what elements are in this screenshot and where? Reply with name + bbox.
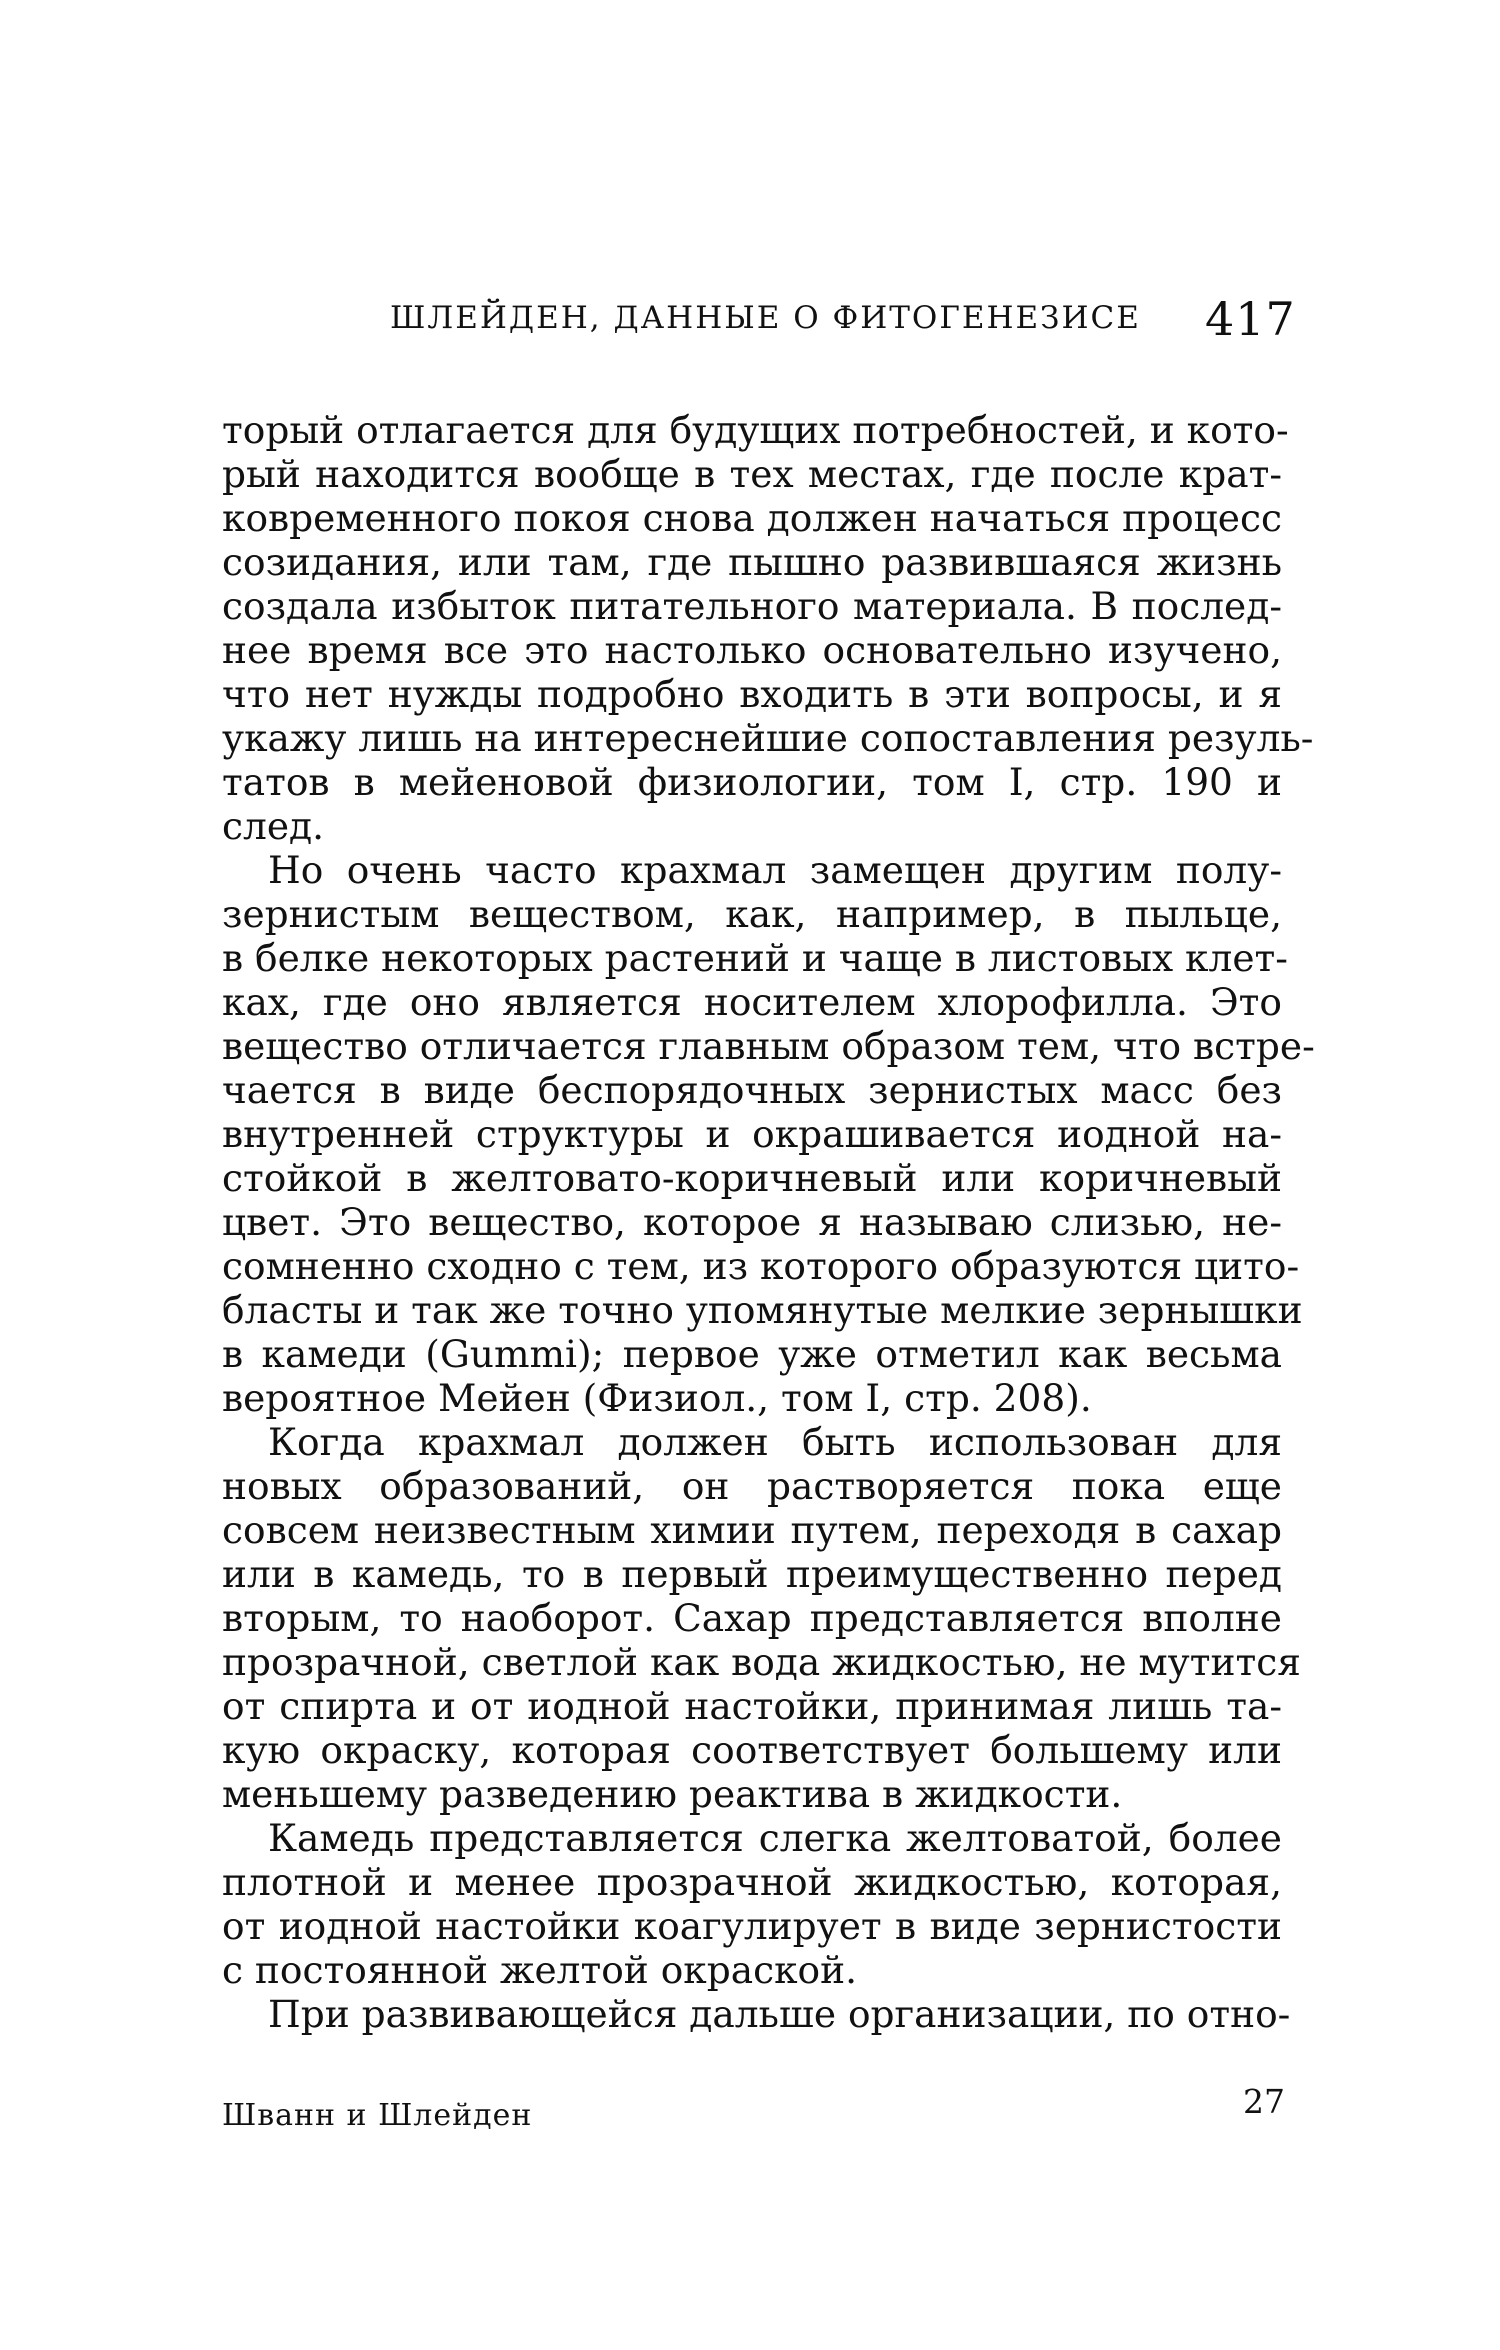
paragraph-2 — [222, 848, 1315, 1420]
text-line: нее время все это настолько основательно изучено, — [222, 628, 1282, 672]
sheet-number: 27 — [1243, 2082, 1285, 2121]
running-title: ШЛЕЙДЕН, ДАННЫЕ О ФИТОГЕНЕЗИСЕ — [390, 300, 1141, 336]
text-line: след. — [222, 804, 325, 848]
text-line: Когда крахмал должен быть использован для — [268, 1420, 1282, 1464]
text-line: совсем неизвестным химии путем, переходя в сахар — [222, 1508, 1282, 1552]
text-line: Но очень часто крахмал замещен другим полу- — [268, 848, 1282, 892]
text-line: или в камедь, то в первый преимущественно перед — [222, 1552, 1282, 1596]
paragraph-4 — [222, 1816, 1282, 1992]
text-line: с постоянной желтой окраской. — [222, 1948, 858, 1992]
text-line: созидания, или там, где пышно развившаяся жизнь — [222, 540, 1282, 584]
body-text — [222, 408, 1315, 2036]
text-line: татов в мейеновой физиологии, том I, стр. 190 и — [222, 760, 1282, 804]
text-line: в камеди (Gummi); первое уже отметил как весьма — [222, 1332, 1282, 1376]
text-line: торый отлагается для будущих потребностей, и кото- — [222, 408, 1289, 452]
text-line: создала избыток питательного материала. В послед- — [222, 584, 1282, 628]
text-line: плотной и менее прозрачной жидкостью, которая, — [222, 1860, 1282, 1904]
text-line: ковременного покоя снова должен начаться процесс — [222, 496, 1282, 540]
text-line: укажу лишь на интереснейшие сопоставления резуль- — [222, 716, 1314, 760]
text-line: Камедь представляется слегка желтоватой, более — [268, 1816, 1282, 1860]
text-line: от спирта и от иодной настойки, принимая лишь та- — [222, 1684, 1282, 1728]
text-line: бласты и так же точно упомянутые мелкие зернышки — [222, 1288, 1303, 1332]
text-line: вторым, то наоборот. Сахар представляется вполне — [222, 1596, 1282, 1640]
text-line: ках, где оно является носителем хлорофилла. Это — [222, 980, 1282, 1024]
text-line: новых образований, он растворяется пока еще — [222, 1464, 1282, 1508]
text-line: рый находится вообще в тех местах, где после крат- — [222, 452, 1282, 496]
text-line: меньшему разведению реактива в жидкости. — [222, 1772, 1123, 1816]
paragraph-3 — [222, 1420, 1301, 1816]
text-line: прозрачной, светлой как вода жидкостью, не мутится — [222, 1640, 1301, 1684]
text-line: сомненно сходно с тем, из которого образуются цито- — [222, 1244, 1300, 1288]
text-line: чается в виде беспорядочных зернистых масс без — [222, 1068, 1282, 1112]
text-line: При развивающейся дальше организации, по отно- — [268, 1992, 1291, 2036]
paragraph-1 — [222, 408, 1314, 848]
text-line: зернистым веществом, как, например, в пыльце, — [222, 892, 1282, 936]
text-line: кую окраску, которая соответствует большему или — [222, 1728, 1282, 1772]
text-line: цвет. Это вещество, которое я называю слизью, не- — [222, 1200, 1282, 1244]
text-line: стойкой в желтовато-коричневый или коричневый — [222, 1156, 1282, 1200]
text-line: вероятное Мейен (Физиол., том I, стр. 208). — [222, 1376, 1092, 1420]
text-line: что нет нужды подробно входить в эти вопросы, и я — [222, 672, 1282, 716]
text-line: от иодной настойки коагулирует в виде зернистости — [222, 1904, 1282, 1948]
text-line: внутренней структуры и окрашивается иодной на- — [222, 1112, 1282, 1156]
page-number: 417 — [1205, 292, 1296, 346]
signature-mark: Шванн и Шлейден — [222, 2098, 533, 2133]
text-line: вещество отличается главным образом тем, что встре- — [222, 1024, 1315, 1068]
text-line: в белке некоторых растений и чаще в листовых клет- — [222, 936, 1288, 980]
paragraph-5 — [222, 1992, 1291, 2036]
